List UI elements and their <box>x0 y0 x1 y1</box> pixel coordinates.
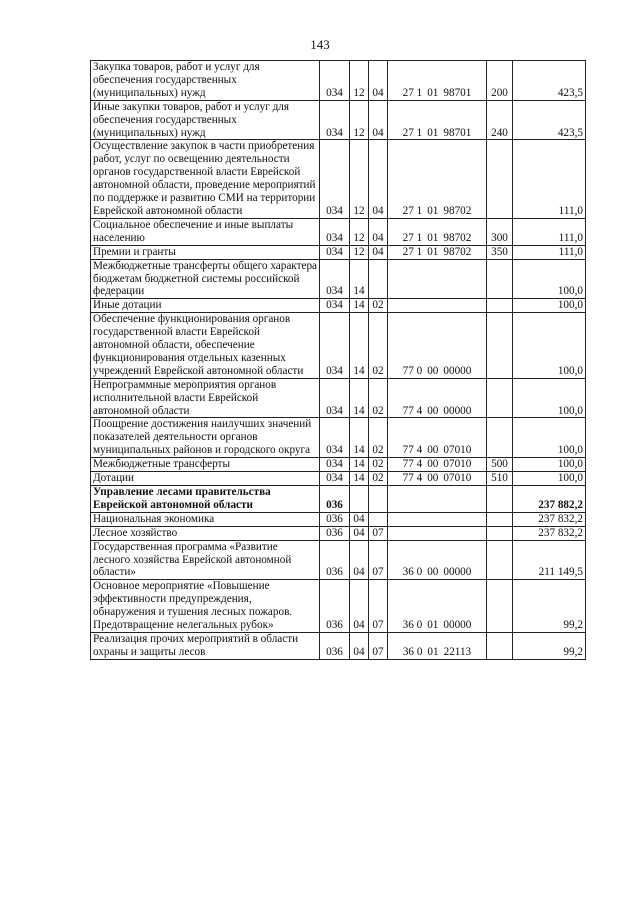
row-name: Основное мероприятие «Повышение эффективности предупреждения, обнаружения и тушения лесных пожаров. Предотвращение нелегальных рубок» <box>91 580 320 633</box>
subsection-code-cell: 07 <box>369 540 388 580</box>
table-row <box>91 259 586 299</box>
target-article-program: 77 4 <box>402 404 423 417</box>
expense-type-cell <box>487 526 513 540</box>
section-code-cell: 04 <box>350 540 369 580</box>
target-article-event: 00 <box>427 566 439 579</box>
amount-cell: 111,0 <box>513 218 586 245</box>
target-article-direction: 07010 <box>443 444 472 457</box>
expense-type-cell <box>487 486 513 513</box>
target-article-program: 77 0 <box>402 364 423 377</box>
row-name: Лесное хозяйство <box>91 526 320 540</box>
subsection-code-cell: 02 <box>369 299 388 313</box>
expense-type-cell: 200 <box>487 61 513 101</box>
target-article-event: 01 <box>427 86 439 99</box>
table-row <box>91 540 586 580</box>
subsection-code-cell: 04 <box>369 245 388 259</box>
dept-code-cell: 034 <box>320 378 350 418</box>
row-name: Межбюджетные трансферты <box>91 458 320 472</box>
target-article-cell <box>388 378 487 418</box>
target-article-cell <box>388 472 487 486</box>
subsection-code-cell: 04 <box>369 218 388 245</box>
section-code-cell <box>350 486 369 513</box>
amount-cell: 100,0 <box>513 313 586 379</box>
section-code-cell: 12 <box>350 140 369 218</box>
expense-type-cell <box>487 512 513 526</box>
target-article-cell <box>388 299 487 313</box>
expense-type-cell: 500 <box>487 458 513 472</box>
target-article-direction: 98701 <box>443 86 472 99</box>
amount-cell: 99,2 <box>513 580 586 633</box>
target-article-event: 01 <box>427 204 439 217</box>
table-row <box>91 245 586 259</box>
dept-code-cell: 034 <box>320 299 350 313</box>
subsection-code-cell: 02 <box>369 313 388 379</box>
row-name: Социальное обеспечение и иные выплаты населению <box>91 218 320 245</box>
target-article-program: 77 4 <box>402 444 423 457</box>
table-row <box>91 218 586 245</box>
expense-type-cell: 240 <box>487 100 513 140</box>
table-row <box>91 486 586 513</box>
target-article-direction: 07010 <box>443 458 472 471</box>
table-row <box>91 299 586 313</box>
subsection-code-cell: 02 <box>369 472 388 486</box>
table-row <box>91 580 586 633</box>
table-row <box>91 313 586 379</box>
target-article-program: 27 1 <box>402 245 423 258</box>
target-article-cell <box>388 458 487 472</box>
target-article-direction: 98702 <box>443 204 472 217</box>
target-article-cell <box>388 486 487 513</box>
row-name: Управление лесами правительства Еврейской автономной области <box>91 486 320 513</box>
dept-code-cell: 034 <box>320 100 350 140</box>
dept-code-cell: 034 <box>320 313 350 379</box>
target-article-direction: 98701 <box>443 126 472 139</box>
section-code-cell: 04 <box>350 526 369 540</box>
expense-type-cell: 300 <box>487 218 513 245</box>
expense-type-cell <box>487 140 513 218</box>
amount-cell: 100,0 <box>513 458 586 472</box>
row-name: Дотации <box>91 472 320 486</box>
dept-code-cell: 034 <box>320 140 350 218</box>
dept-code-cell: 036 <box>320 512 350 526</box>
target-article-program: 36 0 <box>402 645 423 658</box>
row-name: Государственная программа «Развитие лесного хозяйства Еврейской автономной области» <box>91 540 320 580</box>
target-article-cell <box>388 512 487 526</box>
target-article-cell <box>388 100 487 140</box>
subsection-code-cell <box>369 512 388 526</box>
subsection-code-cell: 02 <box>369 418 388 458</box>
row-name: Непрограммные мероприятия органов исполнительной власти Еврейской автономной области <box>91 378 320 418</box>
expense-type-cell <box>487 378 513 418</box>
target-article-cell <box>388 418 487 458</box>
target-article-event: 00 <box>427 458 439 471</box>
section-code-cell: 14 <box>350 418 369 458</box>
amount-cell: 99,2 <box>513 632 586 659</box>
dept-code-cell: 034 <box>320 418 350 458</box>
subsection-code-cell: 07 <box>369 526 388 540</box>
row-name: Осуществление закупок в части приобретения работ, услуг по освещению деятельности органов государственной власти Еврейской автономной области, проведение мероприятий по поддержке и развитию СМИ на территории Еврейской автономной области <box>91 140 320 218</box>
target-article-cell <box>388 540 487 580</box>
expense-type-cell <box>487 299 513 313</box>
target-article-program: 36 0 <box>402 619 423 632</box>
target-article-direction: 07010 <box>443 472 472 485</box>
expense-type-cell <box>487 580 513 633</box>
expense-type-cell <box>487 632 513 659</box>
table-row <box>91 512 586 526</box>
target-article-direction: 00000 <box>443 566 472 579</box>
row-name: Иные закупки товаров, работ и услуг для обеспечения государственных (муниципальных) нужд <box>91 100 320 140</box>
amount-cell: 100,0 <box>513 299 586 313</box>
section-code-cell: 14 <box>350 259 369 299</box>
row-name: Реализация прочих мероприятий в области охраны и защиты лесов <box>91 632 320 659</box>
table-row <box>91 526 586 540</box>
section-code-cell: 04 <box>350 512 369 526</box>
dept-code-cell: 034 <box>320 259 350 299</box>
subsection-code-cell: 02 <box>369 378 388 418</box>
section-code-cell: 12 <box>350 245 369 259</box>
amount-cell: 211 149,5 <box>513 540 586 580</box>
section-code-cell: 12 <box>350 100 369 140</box>
dept-code-cell: 034 <box>320 61 350 101</box>
expense-type-cell <box>487 418 513 458</box>
target-article-program: 36 0 <box>402 566 423 579</box>
target-article-program: 77 4 <box>402 472 423 485</box>
target-article-event: 00 <box>427 404 439 417</box>
dept-code-cell: 036 <box>320 580 350 633</box>
expense-type-cell <box>487 313 513 379</box>
budget-table <box>90 60 586 660</box>
amount-cell: 237 832,2 <box>513 526 586 540</box>
subsection-code-cell: 07 <box>369 632 388 659</box>
row-name: Поощрение достижения наилучших значений показателей деятельности органов муниципальных районов и городского округа <box>91 418 320 458</box>
table-row <box>91 632 586 659</box>
target-article-direction: 22113 <box>443 645 472 658</box>
section-code-cell: 14 <box>350 378 369 418</box>
expense-type-cell: 350 <box>487 245 513 259</box>
target-article-cell <box>388 526 487 540</box>
subsection-code-cell <box>369 486 388 513</box>
amount-cell: 237 882,2 <box>513 486 586 513</box>
amount-cell: 111,0 <box>513 245 586 259</box>
section-code-cell: 12 <box>350 218 369 245</box>
target-article-event: 00 <box>427 444 439 457</box>
section-code-cell: 04 <box>350 632 369 659</box>
target-article-direction: 00000 <box>443 364 472 377</box>
target-article-event: 00 <box>427 364 439 377</box>
target-article-cell <box>388 632 487 659</box>
expense-type-cell <box>487 259 513 299</box>
dept-code-cell: 034 <box>320 245 350 259</box>
row-name: Иные дотации <box>91 299 320 313</box>
target-article-cell <box>388 61 487 101</box>
target-article-cell <box>388 140 487 218</box>
section-code-cell: 14 <box>350 299 369 313</box>
dept-code-cell: 036 <box>320 632 350 659</box>
table-row <box>91 418 586 458</box>
dept-code-cell: 034 <box>320 218 350 245</box>
row-name: Обеспечение функционирования органов государственной власти Еврейской автономной области, обеспечение функционирования отдельных казенных учреждений Еврейской автономной области <box>91 313 320 379</box>
target-article-event: 01 <box>427 619 439 632</box>
dept-code-cell: 036 <box>320 486 350 513</box>
subsection-code-cell: 07 <box>369 580 388 633</box>
target-article-event: 00 <box>427 472 439 485</box>
amount-cell: 111,0 <box>513 140 586 218</box>
target-article-program: 27 1 <box>402 204 423 217</box>
dept-code-cell: 036 <box>320 540 350 580</box>
target-article-program: 27 1 <box>402 86 423 99</box>
target-article-direction: 00000 <box>443 404 472 417</box>
table-row <box>91 472 586 486</box>
target-article-event: 01 <box>427 231 439 244</box>
target-article-cell <box>388 218 487 245</box>
target-article-program: 27 1 <box>402 231 423 244</box>
dept-code-cell: 036 <box>320 526 350 540</box>
subsection-code-cell: 04 <box>369 100 388 140</box>
target-article-cell <box>388 259 487 299</box>
amount-cell: 100,0 <box>513 472 586 486</box>
target-article-cell <box>388 580 487 633</box>
dept-code-cell: 034 <box>320 472 350 486</box>
target-article-event: 01 <box>427 126 439 139</box>
subsection-code-cell: 04 <box>369 140 388 218</box>
row-name: Премии и гранты <box>91 245 320 259</box>
row-name: Национальная экономика <box>91 512 320 526</box>
section-code-cell: 14 <box>350 458 369 472</box>
target-article-event: 01 <box>427 245 439 258</box>
section-code-cell: 14 <box>350 313 369 379</box>
target-article-program: 27 1 <box>402 126 423 139</box>
row-name: Закупка товаров, работ и услуг для обеспечения государственных (муниципальных) нужд <box>91 61 320 101</box>
target-article-direction: 00000 <box>443 619 472 632</box>
amount-cell: 423,5 <box>513 100 586 140</box>
target-article-program: 77 4 <box>402 458 423 471</box>
amount-cell: 423,5 <box>513 61 586 101</box>
section-code-cell: 12 <box>350 61 369 101</box>
subsection-code-cell: 04 <box>369 61 388 101</box>
subsection-code-cell <box>369 259 388 299</box>
dept-code-cell: 034 <box>320 458 350 472</box>
table-row <box>91 61 586 101</box>
amount-cell: 100,0 <box>513 418 586 458</box>
table-row <box>91 140 586 218</box>
row-name: Межбюджетные трансферты общего характера бюджетам бюджетной системы российской федерации <box>91 259 320 299</box>
target-article-direction: 98702 <box>443 231 472 244</box>
target-article-cell <box>388 245 487 259</box>
page-number: 143 <box>310 37 330 52</box>
target-article-event: 01 <box>427 645 439 658</box>
amount-cell: 100,0 <box>513 259 586 299</box>
amount-cell: 100,0 <box>513 378 586 418</box>
target-article-cell <box>388 313 487 379</box>
table-row <box>91 378 586 418</box>
table-row <box>91 100 586 140</box>
section-code-cell: 04 <box>350 580 369 633</box>
table-row <box>91 458 586 472</box>
subsection-code-cell: 02 <box>369 458 388 472</box>
section-code-cell: 14 <box>350 472 369 486</box>
amount-cell: 237 832,2 <box>513 512 586 526</box>
expense-type-cell: 510 <box>487 472 513 486</box>
target-article-direction: 98702 <box>443 245 472 258</box>
expense-type-cell <box>487 540 513 580</box>
